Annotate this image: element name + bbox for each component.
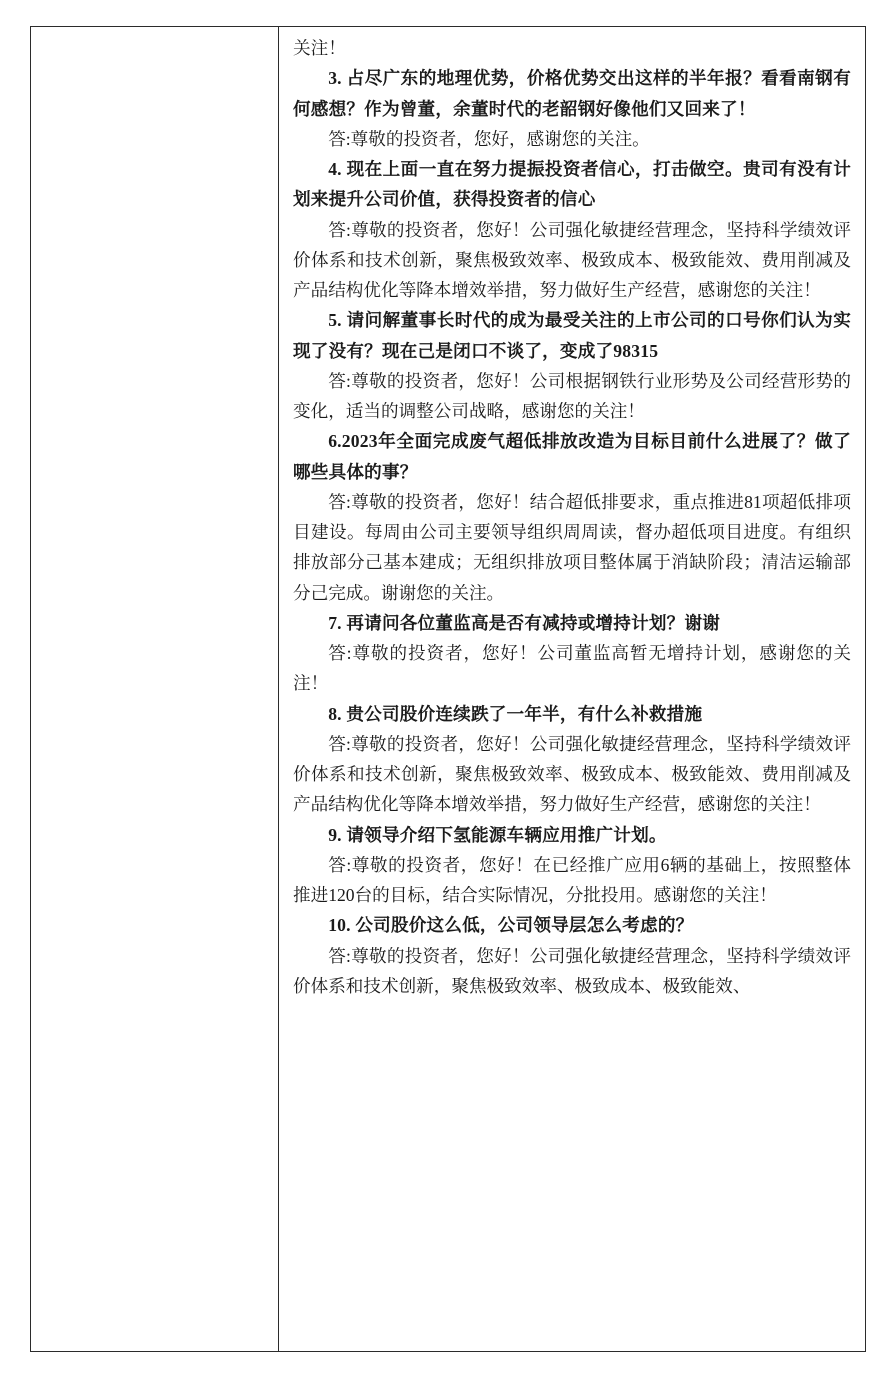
question-item: 3. 占尽广东的地理优势，价格优势交出这样的半年报？看看南钢有何感想？作为曾董，余董时代的老韶钢好像他们又回来了！ [293,68,851,119]
question-item: 10. 公司股价这么低，公司领导层怎么考虑的？ [328,915,694,936]
answer-item: 答:尊敬的投资者，您好！在已经推广应用6辆的基础上，按照整体推进120台的目标，结合实际情况，分批投用。感谢您的关注！ [293,854,851,905]
question-item: 6.2023年全面完成废气超低排放改造为目标目前什么进展了？做了哪些具体的事？ [293,431,851,482]
table-left-column [31,27,279,1351]
question-item: 7. 再请问各位董监高是否有减持或增持计划？谢谢 [328,612,721,633]
question-item: 8. 贵公司股价连续跌了一年半，有什么补救措施 [328,703,703,724]
answer-item: 答:尊敬的投资者，您好！公司强化敏捷经营理念，坚持科学绩效评价体系和技术创新，聚焦极致效率、极致成本、极致能效、费用削减及产品结构优化等降本增效举措，努力做好生产经营，感谢您的关注！ [293,219,851,300]
answer-item: 答:尊敬的投资者，您好！公司强化敏捷经营理念，坚持科学绩效评价体系和技术创新，聚焦极致效率、极致成本、极致能效、费用削减及产品结构优化等降本增效举措，努力做好生产经营，感谢您的关注！ [293,733,851,815]
answer-item: 答:尊敬的投资者，您好！结合超低排要求，重点推进81项超低排项目建设。每周由公司主要领导组织周周读，督办超低项目进度。有组织排放部分己基本建成；无组织排放项目整体属于消缺阶段；清洁运输部分己完成。谢谢您的关注。 [293,491,851,603]
answer-item: 答:尊敬的投资者，您好！公司根据钢铁行业形势及公司经营形势的变化，适当的调整公司战略，感谢您的关注！ [293,370,851,421]
answer-item: 答:尊敬的投资者，您好！公司董监高暂无增持计划，感谢您的关注！ [293,643,851,694]
question-item: 9. 请领导介绍下氢能源车辆应用推广计划。 [328,824,667,845]
continued-text: 关注！ [293,38,346,58]
answer-item: 答:尊敬的投资者，您好！公司强化敏捷经营理念，坚持科学绩效评价体系和技术创新，聚焦极致效率、极致成本、极致能效、 [293,945,851,996]
content-table [30,26,866,1352]
table-right-column [279,27,865,1351]
answer-item: 答:尊敬的投资者，您好，感谢您的关注。 [328,128,650,149]
question-item: 4. 现在上面一直在努力提振投资者信心，打击做空。贵司有没有计划来提升公司价值，获得投资者的信心 [293,159,851,210]
question-item: 5. 请问解董事长时代的成为最受关注的上市公司的口号你们认为实现了没有？现在己是闭口不谈了，变成了98315 [293,310,851,361]
